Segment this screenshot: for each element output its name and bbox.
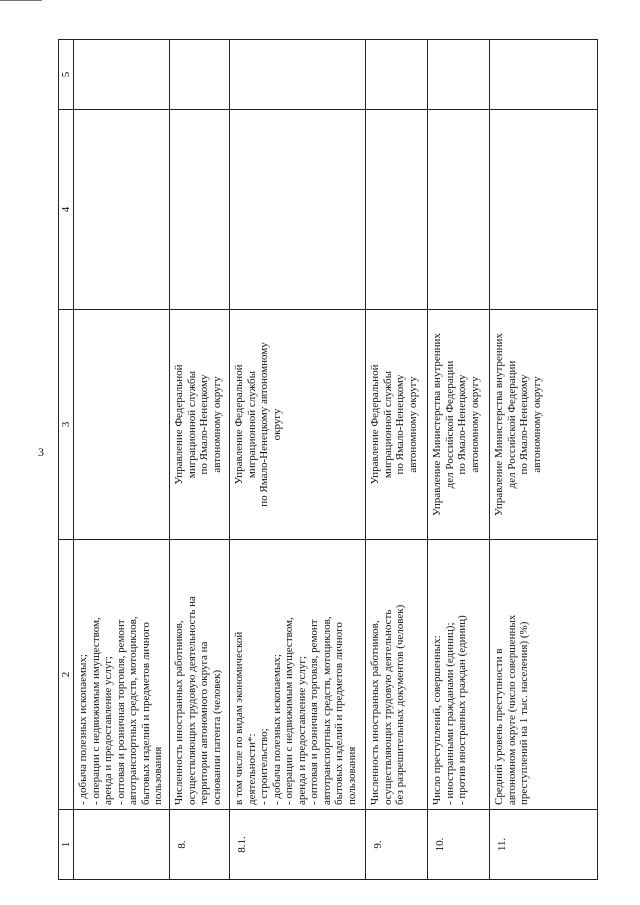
responsible-org-cell (490, 310, 598, 540)
indicator-cell (428, 540, 490, 810)
indicator-line: аренда и предоставление услуг; (295, 656, 308, 805)
column-header: 1 (59, 810, 74, 880)
org-line: Управление Федеральной (369, 364, 381, 485)
indicator-line: Численность иностранных работников, (369, 620, 381, 805)
column-header: 2 (59, 540, 74, 810)
org-line: дел Российской Федерации (505, 360, 518, 489)
indicator-line: автотранспортных средств, мотоциклов, (127, 616, 139, 805)
col4-cell (74, 110, 170, 310)
indicator-line: - операции с недвижимым имуществом, (89, 617, 102, 805)
table-row (230, 40, 366, 880)
row-number: 10. (428, 810, 490, 880)
responsible-org-cell (230, 310, 366, 540)
col5-cell (490, 40, 598, 110)
responsible-org-cell (170, 310, 230, 540)
org-line: миграционной службы (185, 370, 198, 479)
row-number: 11. (490, 810, 598, 880)
indicator-line: деятельности*: (245, 733, 258, 805)
row-number: 8.1. (230, 810, 366, 880)
table-row (490, 40, 598, 880)
col5-cell (428, 40, 490, 110)
table-row (366, 40, 428, 880)
col4-cell (428, 110, 490, 310)
indicator-cell (490, 540, 598, 810)
col4-cell (170, 110, 230, 310)
indicator-line: - против иностранных граждан (единиц) (456, 615, 468, 805)
org-line: Управление Федеральной (173, 364, 185, 485)
org-line: дел Российской Федерации (443, 360, 456, 489)
row-number: 9. (366, 810, 428, 880)
page-number: 3 (38, 445, 44, 459)
org-line: по Ямало-Ненецкому (456, 374, 468, 475)
org-line: миграционной службы (381, 370, 394, 479)
indicator-line: - иностранными гражданами (единиц); (443, 622, 456, 805)
org-line: по Ямало-Ненецкому (394, 374, 406, 475)
indicator-line: без разрешительных документов (человек) (394, 604, 406, 805)
org-line: по Ямало-Ненецкому (198, 374, 210, 475)
indicator-line: - оптовая и розничная торговля, ремонт (114, 619, 127, 805)
table-header-row (59, 40, 74, 880)
indicator-line: в том числе по видам экономической (233, 631, 245, 805)
indicator-line: бытовых изделий и предметов личного (333, 622, 345, 805)
indicator-line: Средний уровень преступности в (493, 648, 505, 805)
indicator-line: автономном округе (число совершенных (505, 614, 518, 805)
indicator-line: бытовых изделий и предметов личного (139, 622, 152, 805)
indicator-line: основании патента (человек) (210, 669, 223, 805)
column-header: 4 (59, 110, 74, 310)
table-row (170, 40, 230, 880)
org-line: автономному округу (406, 376, 419, 473)
responsible-org-cell (366, 310, 428, 540)
indicator-line: Численность иностранных работников, (173, 620, 185, 805)
col5-cell (230, 40, 366, 110)
indicator-line: пользования (345, 746, 358, 805)
indicator-line: - операции с недвижимым имуществом, (283, 617, 295, 805)
org-line: Управление Министерства внутренних (493, 333, 505, 516)
responsible-org-cell (74, 310, 170, 540)
col4-cell (230, 110, 366, 310)
statistics-table (58, 39, 598, 880)
indicator-line: преступлений на 1 тыс. населения) (%) (518, 621, 530, 805)
indicator-line: - строительство; (258, 728, 270, 805)
indicator-line: осуществляющих трудовую деятельность (381, 609, 394, 805)
indicator-line: автотранспортных средств, мотоциклов, (320, 616, 333, 805)
org-line: автономному округу (210, 376, 223, 473)
col5-cell (74, 40, 170, 110)
org-line: автономному округу (530, 376, 543, 473)
col4-cell (490, 110, 598, 310)
indicator-line: аренда и предоставление услуг; (102, 656, 114, 805)
indicator-cell (230, 540, 366, 810)
indicator-line: пользования (152, 746, 164, 805)
org-line: миграционной службы (245, 370, 258, 479)
col5-cell (170, 40, 230, 110)
indicator-line: - добыча полезных ископаемых; (77, 654, 89, 805)
org-line: Управление Федеральной (233, 364, 245, 485)
responsible-org-cell (428, 310, 490, 540)
column-header: 3 (59, 310, 74, 540)
indicator-line: - добыча полезных ископаемых; (270, 654, 283, 805)
col4-cell (366, 110, 428, 310)
indicator-cell (170, 540, 230, 810)
org-line: автономному округу (468, 376, 481, 473)
org-line: по Ямало-Ненецкому автономному (258, 342, 270, 507)
indicator-line: территории автономного округа на (198, 641, 210, 805)
org-line: Управление Министерства внутренних (431, 333, 443, 516)
row-number (74, 810, 170, 880)
indicator-cell (366, 540, 428, 810)
indicator-line: осуществляющих трудовую деятельность на (185, 596, 198, 805)
scan-edge-line (0, 0, 42, 1)
table-row (428, 40, 490, 880)
row-number: 8. (170, 810, 230, 880)
rotated-table-wrapper (58, 40, 598, 880)
indicator-line: Число преступлений, совершенных: (431, 635, 443, 805)
col5-cell (366, 40, 428, 110)
org-line: по Ямало-Ненецкому (518, 374, 530, 475)
org-line: округу (270, 408, 283, 441)
column-header: 5 (59, 40, 74, 110)
indicator-cell (74, 540, 170, 810)
table-row (74, 40, 170, 880)
indicator-line: - оптовая и розничная торговля, ремонт (308, 619, 320, 805)
